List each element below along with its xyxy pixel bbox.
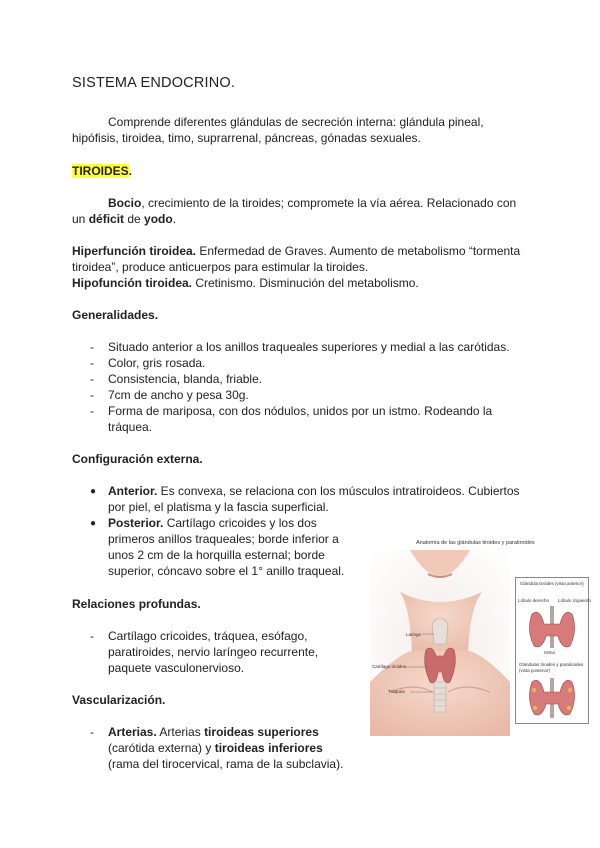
hiper-text: tiroidea”, produce anticuerpos para estimular la tiroides. xyxy=(72,260,369,274)
posterior-text: superior, cóncavo sobre el 1° anillo traqueal. xyxy=(108,564,345,578)
generalidades-heading: Generalidades. xyxy=(72,308,159,322)
anterior-text: Es convexa, se relaciona con los músculos intratiroideos. Cubiertos xyxy=(157,484,520,498)
list-item: Color, gris rosada. xyxy=(108,356,206,370)
hiper-term: Hiperfunción tiroidea. xyxy=(72,244,197,258)
vascularizacion-heading: Vascularización. xyxy=(72,693,166,707)
deficit-term: déficit xyxy=(88,212,125,226)
anterior-text: por piel, el platisma y la fascia superficial. xyxy=(108,500,329,514)
bocio-text: . xyxy=(172,212,177,226)
page-title: SISTEMA ENDOCRINO. xyxy=(72,75,236,91)
thyroid-anatomy-figure xyxy=(370,532,592,738)
yodo-term: yodo xyxy=(144,212,173,226)
list-dash: - xyxy=(90,388,94,402)
hiper-paragraph xyxy=(72,243,520,259)
list-item: Forma de mariposa, con dos nódulos, unidos por un istmo. Rodeando la xyxy=(108,404,493,418)
tiroideas-superiores: tiroideas superiores xyxy=(204,725,319,739)
arterias-text: (carótida externa) y xyxy=(108,741,215,755)
posterior-text: primeros anillos traqueales; borde inferior a xyxy=(108,532,339,546)
bocio-text: , crecimiento de la tiroides; compromete la vía aérea. Relacionado con xyxy=(141,196,517,210)
bocio-text: de xyxy=(124,212,145,226)
list-dash: - xyxy=(90,404,94,418)
label-laringe: Laringe xyxy=(406,632,422,637)
list-item: Situado anterior a los anillos traqueales superiores y medial a las carótidas. xyxy=(108,340,510,354)
anterior-item xyxy=(108,483,520,499)
arterias-item xyxy=(108,724,319,740)
figure-title: Anatomía de las glándulas tiroides y paratiroides xyxy=(416,540,535,546)
label-istmo: Istmo xyxy=(544,650,556,655)
bocio-term: Bocio xyxy=(108,196,142,210)
posterior-item xyxy=(108,515,317,531)
list-item: 7cm de ancho y pesa 30g. xyxy=(108,388,249,402)
bocio-text: un xyxy=(72,212,89,226)
hipo-text: Cretinismo. Disminución del metabolismo. xyxy=(192,276,419,290)
label-cartilago: Cartílago tiroides xyxy=(372,664,407,669)
heading-period: . xyxy=(128,164,133,178)
arterias-text: (rama del tirocervical, rama de la subclavia). xyxy=(108,757,344,771)
relaciones-text: Cartílago cricoides, tráquea, esófago, xyxy=(108,629,308,643)
bullet: ● xyxy=(90,518,97,529)
list-dash: - xyxy=(90,725,94,739)
hiper-text: Enfermedad de Graves. Aumento de metabolismo “tormenta xyxy=(196,244,521,258)
bullet: ● xyxy=(90,486,97,497)
list-dash: - xyxy=(90,356,94,370)
label-inset-bottom: Glándulas tiroides y paratiroides (vista posterior) xyxy=(519,662,584,673)
bocio-paragraph xyxy=(108,195,516,211)
bocio-paragraph-cont xyxy=(72,211,176,227)
label-traquea: Tráquea xyxy=(388,689,405,694)
label-lobulo-izquierdo: Lóbulo izquierdo xyxy=(558,598,592,603)
tiroides-heading xyxy=(72,163,132,179)
posterior-term: Posterior. xyxy=(108,516,164,530)
relaciones-text: paratiroides, nervio laríngeo recurrente, xyxy=(108,645,319,659)
label-lobulo-derecho: Lóbulo derecho xyxy=(518,598,550,603)
posterior-text: unos 2 cm de la horquilla esternal; borde xyxy=(108,548,325,562)
hipo-term: Hipofunción tiroidea. xyxy=(72,276,192,290)
configuracion-heading: Configuración externa. xyxy=(72,452,203,466)
arterias-text-line xyxy=(108,740,323,756)
anterior-term: Anterior. xyxy=(108,484,158,498)
list-dash: - xyxy=(90,372,94,386)
thyroid-inset xyxy=(515,577,592,724)
relaciones-text: paquete vasculonervioso. xyxy=(108,661,245,675)
hipo-paragraph xyxy=(72,275,419,291)
arterias-text: Arterias xyxy=(156,725,205,739)
list-item: Consistencia, blanda, friable. xyxy=(108,372,263,386)
posterior-text: Cartílago cricoides y los dos xyxy=(163,516,317,530)
intro-text: Comprende diferentes glándulas de secreción interna: glándula pineal, xyxy=(108,115,484,129)
tiroideas-inferiores: tiroideas inferiores xyxy=(214,741,323,755)
list-item-cont: tráquea. xyxy=(108,420,153,434)
relaciones-heading: Relaciones profundas. xyxy=(72,597,201,611)
list-dash: - xyxy=(90,629,94,643)
arterias-term: Arterias. xyxy=(108,725,157,739)
list-dash: - xyxy=(90,340,94,354)
label-inset-top: Glándula tiroides (vista anterior) xyxy=(520,581,584,586)
tiroides-heading-text: TIROIDES xyxy=(72,164,129,178)
intro-text: hipófisis, tiroidea, timo, suprarrenal, páncreas, gónadas sexuales. xyxy=(72,131,421,145)
